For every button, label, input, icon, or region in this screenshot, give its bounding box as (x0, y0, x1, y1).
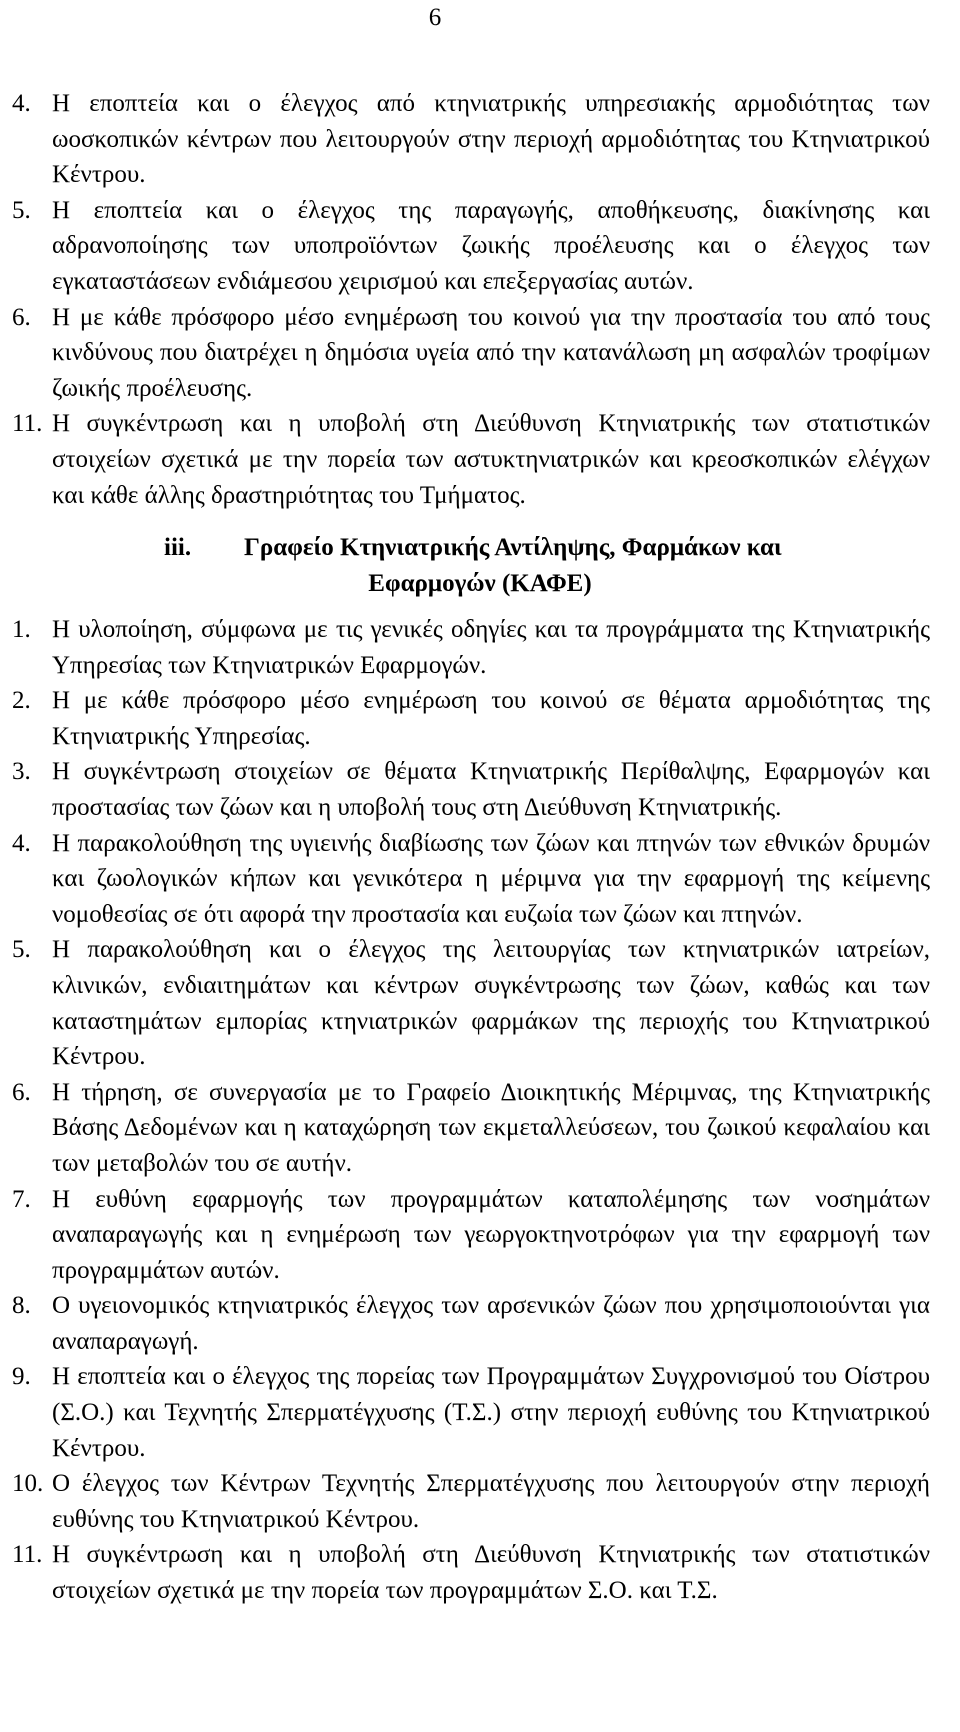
item-text: Η εποπτεία και ο έλεγχος της πορείας των Προγραμμάτων Συγχρονισμού του Οίστρου (Σ.Ο.) και Τεχνητής Σπερματέγχυσης (Τ.Σ.) στην περιοχή ευθύνης του Κτηνιατρικού Κέντρου. (52, 1363, 930, 1462)
item-number: 11. (12, 1541, 43, 1569)
list-item (12, 1537, 930, 1608)
item-number: 9. (12, 1363, 31, 1391)
list-item (12, 86, 930, 193)
item-number: 2. (12, 687, 31, 715)
item-text: Η εποπτεία και ο έλεγχος από κτηνιατρικής υπηρεσιακής αρμοδιότητας των ωοσκοπικών κέντρων που λειτουργούν στην περιοχή αρμοδιότητας του Κτηνιατρικού Κέντρου. (52, 90, 930, 189)
item-number: 8. (12, 1292, 31, 1320)
item-number: 6. (12, 303, 31, 331)
list-item (12, 754, 930, 825)
item-text: Η ευθύνη εφαρμογής των προγραμμάτων καταπολέμησης των νοσημάτων αναπαραγωγής και η ενημέρωση των γεωργοκτηνοτρόφων για την εφαρμογή των προγραμμάτων αυτών. (52, 1185, 930, 1284)
page-number: 6 (428, 4, 442, 31)
item-number: 1. (12, 616, 31, 643)
list-item (12, 1075, 930, 1182)
item-text: Η παρακολούθηση της υγιεινής διαβίωσης των ζώων και πτηνών των εθνικών δρυμών και ζωολογικών κήπων και γενικότερα η μέριμνα για την εφαρμογή της κείμενης νομοθεσίας σε ότι αφορά την προστασία και ευζωία των ζώων και πτηνών. (52, 829, 930, 928)
item-text: Η συγκέντρωση και η υποβολή στη Διεύθυνση Κτηνιατρικής των στατιστικών στοιχείων σχετικά με την πορεία των αστυκτηνιατρικών και κρεοσκοπικών ελέγχων και κάθε άλλης δραστηριότητας του Τμήματος. (52, 410, 930, 509)
item-number: 5. (12, 196, 31, 224)
list-item (12, 932, 930, 1074)
duties-list-a (12, 86, 930, 513)
item-number: 6. (12, 1078, 31, 1106)
item-number: 7. (12, 1185, 31, 1213)
item-number: 11. (12, 410, 43, 438)
list-item (12, 826, 930, 933)
heading-line-2: Εφαρμογών (ΚΑΦΕ) (368, 570, 592, 597)
list-item (12, 1359, 930, 1466)
heading-line-1: Γραφείο Κτηνιατρικής Αντίληψης, Φαρμάκων και (244, 534, 782, 561)
list-item (12, 300, 930, 407)
list-item (12, 193, 930, 300)
item-number: 4. (12, 829, 31, 857)
item-text: Η εποπτεία και ο έλεγχος της παραγωγής, αποθήκευσης, διακίνησης και αδρανοποίησης των υποπροϊόντων ζωικής προέλευσης και ο έλεγχος των εγκαταστάσεων ενδιάμεσου χειρισμού και επεξεργασίας αυτών. (52, 196, 930, 295)
duties-list-b (12, 612, 930, 1609)
item-text: Η συγκέντρωση στοιχείων σε θέματα Κτηνιατρικής Περίθαλψης, Εφαρμογών και προστασίας των ζώων και η υποβολή τους στη Διεύθυνση Κτηνιατρικής. (52, 758, 930, 821)
item-text: Η παρακολούθηση και ο έλεγχος της λειτουργίας των κτηνιατρικών ιατρείων, κλινικών, ενδιαιτημάτων και κέντρων συγκέντρωσης των ζώων, καθώς και των καταστημάτων εμπορίας κτηνιατρικών φαρμάκων της περιοχής του Κτηνιατρικού Κέντρου. (52, 936, 930, 1071)
heading-numeral: iii. (164, 534, 192, 561)
list-item (12, 1466, 930, 1537)
list-item (12, 683, 930, 754)
list-item (12, 1182, 930, 1289)
item-number: 10. (12, 1470, 44, 1498)
item-number: 4. (12, 90, 31, 117)
list-item (12, 612, 930, 683)
item-text: Ο υγειονομικός κτηνιατρικός έλεγχος των αρσενικών ζώων που χρησιμοποιούνται για αναπαραγωγή. (52, 1292, 930, 1355)
list-item (12, 1288, 930, 1359)
list-item (12, 406, 930, 513)
item-text: Η με κάθε πρόσφορο μέσο ενημέρωση του κοινού για την προστασία του από τους κινδύνους που διατρέχει η δημόσια υγεία από την κατανάλωση μη ασφαλών τροφίμων ζωικής προέλευσης. (52, 303, 930, 402)
item-number: 3. (12, 758, 31, 786)
item-text: Η υλοποίηση, σύμφωνα με τις γενικές οδηγίες και τα προγράμματα της Κτηνιατρικής Υπηρεσίας των Κτηνιατρικών Εφαρμογών. (52, 616, 930, 679)
item-text: Η τήρηση, σε συνεργασία με το Γραφείο Διοικητικής Μέριμνας, της Κτηνιατρικής Βάσης Δεδομένων και η καταχώρηση των εκμεταλλεύσεων, του ζωικού κεφαλαίου και των μεταβολών του σε αυτήν. (52, 1078, 930, 1177)
item-text: Ο έλεγχος των Κέντρων Τεχνητής Σπερματέγχυσης που λειτουργούν στην περιοχή ευθύνης του Κτηνιατρικού Κέντρου. (52, 1470, 930, 1533)
item-text: Η με κάθε πρόσφορο μέσο ενημέρωση του κοινού σε θέματα αρμοδιότητας της Κτηνιατρικής Υπηρεσίας. (52, 687, 930, 750)
item-number: 5. (12, 936, 31, 964)
item-text: Η συγκέντρωση και η υποβολή στη Διεύθυνση Κτηνιατρικής των στατιστικών στοιχείων σχετικά με την πορεία των προγραμμάτων Σ.Ο. και Τ.Σ. (52, 1541, 930, 1605)
